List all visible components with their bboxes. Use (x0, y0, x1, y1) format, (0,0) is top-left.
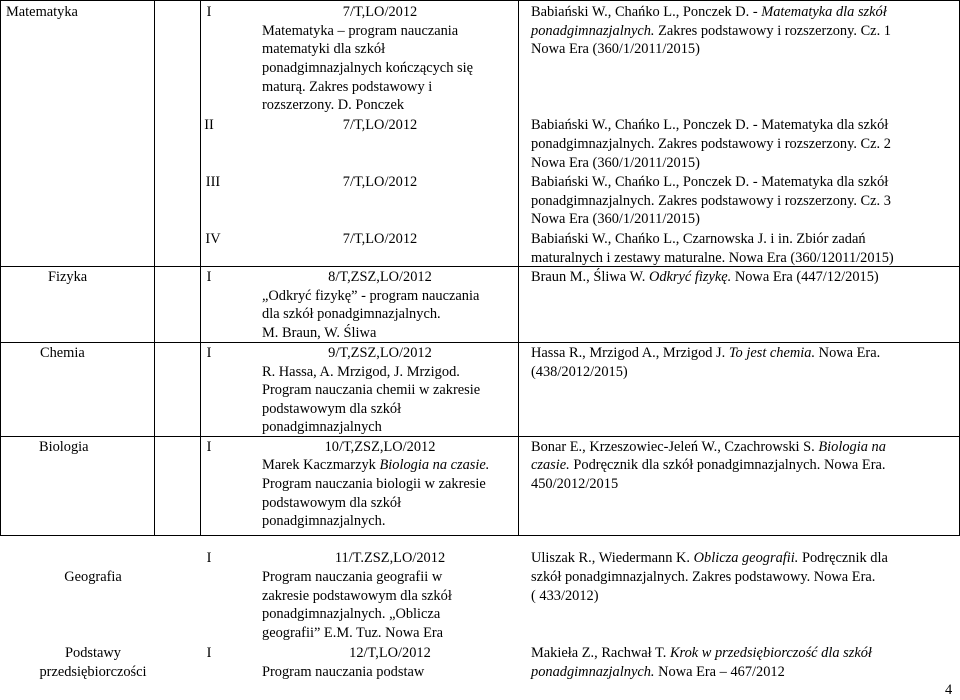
geography-program-number: 11/T.ZSZ,LO/2012 (334, 550, 446, 566)
physics-class: I (206, 269, 212, 285)
subject-entrepreneurship-line-1: Podstawy (65, 645, 121, 661)
math-program-text-line-2: matematyki dla szkół (262, 41, 386, 57)
row-divider-biologia (0, 436, 960, 437)
chemistry-program-text-line-2: Program nauczania chemii w zakresie (262, 382, 481, 398)
subject-entrepreneurship-line-2: przedsiębiorczości (39, 664, 147, 680)
subject-mathematics: Matematyka (6, 4, 78, 20)
entrepreneurship-program-text-line-1: Program nauczania podstaw (262, 664, 425, 680)
chemistry-program-number: 9/T,ZSZ,LO/2012 (328, 345, 432, 361)
math-textbook-1-line-2: ponadgimnazjalnych. Zakres podstawowy i rozszerzony. Cz. 1 (531, 23, 891, 39)
subject-chemistry: Chemia (40, 345, 85, 361)
biology-program-number: 10/T,ZSZ,LO/2012 (324, 439, 436, 455)
biology-program-text-line-1: Marek Kaczmarzyk Biologia na czasie. (262, 457, 490, 473)
table-border-left (0, 0, 1, 536)
entrepreneurship-class: I (206, 645, 212, 661)
geography-program-text-line-1: Program nauczania geografii w (262, 569, 443, 585)
subject-physics: Fizyka (48, 269, 88, 285)
geography-program-text-line-3: ponadgimnazjalnych. „Oblicza (262, 606, 441, 622)
chemistry-textbook-line-1: Hassa R., Mrzigod A., Mrzigod J. To jest chemia. Nowa Era. (531, 345, 881, 361)
page-number: 4 (945, 682, 953, 698)
geography-class: I (206, 550, 212, 566)
physics-program-text-line-1: „Odkryć fizykę” - program nauczania (262, 288, 480, 304)
math-program-number-1: 7/T,LO/2012 (342, 4, 418, 20)
geography-program-text-line-2: zakresie podstawowym dla szkół (262, 588, 452, 604)
math-class-4: IV (205, 231, 221, 247)
geography-textbook-line-2: szkół ponadgimnazjalnych. Zakres podstawowy. Nowa Era. (531, 569, 876, 585)
entrepreneurship-textbook-line-1: Makieła Z., Rachwał T. Krok w przedsiębiorczość dla szkół (531, 645, 872, 661)
biology-textbook-line-2: czasie. Podręcznik dla szkół ponadgimnazjalnych. Nowa Era. (531, 457, 886, 473)
math-program-text-line-5: rozszerzony. D. Ponczek (262, 97, 405, 113)
math-textbook-4-line-2: maturalnych i zestawy maturalne. Nowa Era (360/12011/2015) (531, 250, 894, 266)
entrepreneurship-program-number: 12/T,LO/2012 (349, 645, 431, 661)
subject-geography: Geografia (64, 569, 122, 585)
geography-program-text-line-4: geografii” E.M. Tuz. Nowa Era (262, 625, 444, 641)
math-textbook-1-line-1: Babiański W., Chańko L., Ponczek D. - Matematyka dla szkół (531, 4, 887, 20)
geography-textbook-line-1: Uliszak R., Wiedermann K. Oblicza geografii. Podręcznik dla (531, 550, 888, 566)
math-textbook-4-line-1: Babiański W., Chańko L., Czarnowska J. i in. Zbiór zadań (531, 231, 866, 247)
math-program-number-3: 7/T,LO/2012 (342, 174, 418, 190)
row-divider-chemia (0, 342, 960, 343)
math-textbook-3-line-1: Babiański W., Chańko L., Ponczek D. - Matematyka dla szkół (531, 174, 889, 190)
math-textbook-3-line-3: Nowa Era (360/1/2011/2015) (531, 211, 700, 227)
biology-program-text-line-2: Program nauczania biologii w zakresie (262, 476, 486, 492)
entrepreneurship-textbook-line-2: ponadgimnazjalnych. Nowa Era – 467/2012 (531, 664, 785, 680)
math-program-text-line-3: ponadgimnazjalnych kończących się (262, 60, 473, 76)
table-border-top (0, 0, 960, 1)
chemistry-class: I (206, 345, 212, 361)
chemistry-program-text-line-4: ponadgimnazjalnych (262, 419, 382, 435)
math-textbook-2-line-2: ponadgimnazjalnych. Zakres podstawowy i rozszerzony. Cz. 2 (531, 136, 891, 152)
chemistry-textbook-line-2: (438/2012/2015) (531, 364, 628, 380)
physics-program-text-line-3: M. Braun, W. Śliwa (262, 325, 377, 341)
math-program-text-line-4: maturą. Zakres podstawowy i (262, 79, 433, 95)
table-border-bottom (0, 535, 960, 536)
math-textbook-3-line-2: ponadgimnazjalnych. Zakres podstawowy i rozszerzony. Cz. 3 (531, 193, 891, 209)
math-textbook-2-line-1: Babiański W., Chańko L., Ponczek D. - Matematyka dla szkół (531, 117, 889, 133)
math-program-number-2: 7/T,LO/2012 (342, 117, 418, 133)
biology-class: I (206, 439, 212, 455)
biology-textbook-line-3: 450/2012/2015 (531, 476, 619, 492)
math-class-3: III (205, 174, 221, 190)
math-textbook-1-line-3: Nowa Era (360/1/2011/2015) (531, 41, 700, 57)
physics-program-number: 8/T,ZSZ,LO/2012 (328, 269, 432, 285)
physics-program-text-line-2: dla szkół ponadgimnazjalnych. (262, 306, 441, 322)
divider-after-program-col (518, 0, 519, 536)
math-program-text-line-1: Matematyka – program nauczania (262, 23, 459, 39)
math-program-number-4: 7/T,LO/2012 (342, 231, 418, 247)
biology-textbook-line-1: Bonar E., Krzeszowiec-Jeleń W., Czachrowski S. Biologia na (531, 439, 886, 455)
physics-textbook: Braun M., Śliwa W. Odkryć fizykę. Nowa Era (447/12/2015) (531, 269, 879, 285)
divider-after-subject-col (154, 0, 155, 536)
geography-textbook-line-3: ( 433/2012) (531, 588, 599, 604)
subject-biology: Biologia (39, 439, 89, 455)
biology-program-text-line-4: ponadgimnazjalnych. (262, 513, 386, 529)
math-textbook-2-line-3: Nowa Era (360/1/2011/2015) (531, 155, 700, 171)
math-class-1: I (206, 4, 212, 20)
biology-program-text-line-3: podstawowym dla szkół (262, 495, 402, 511)
chemistry-program-text-line-3: podstawowym dla szkół (262, 401, 402, 417)
chemistry-program-text-line-1: R. Hassa, A. Mrzigod, J. Mrzigod. (262, 364, 460, 380)
math-class-2: II (204, 117, 214, 133)
